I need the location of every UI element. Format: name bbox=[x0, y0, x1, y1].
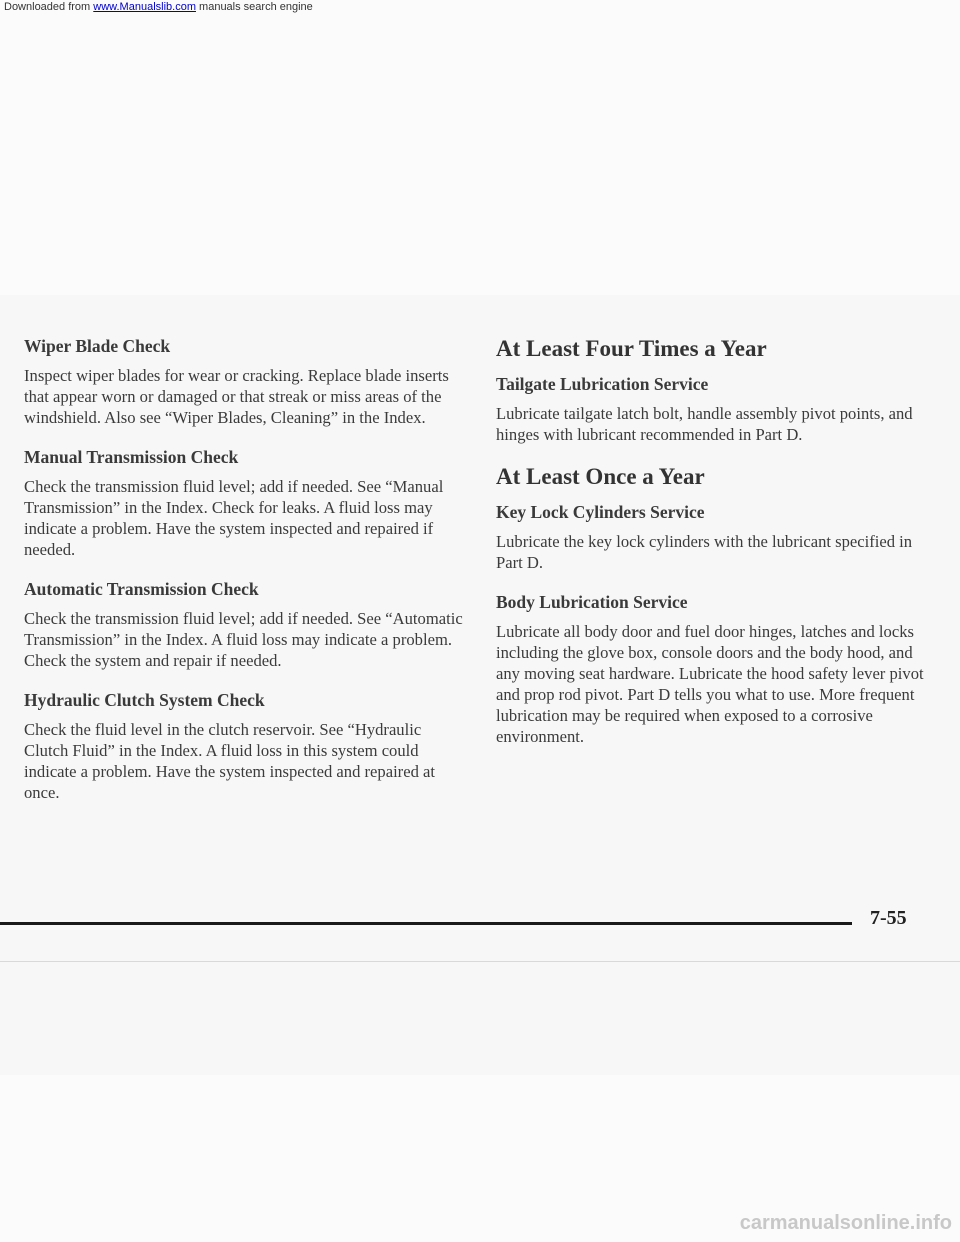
automatic-transmission-heading: Automatic Transmission Check bbox=[24, 579, 259, 599]
hydraulic-clutch-heading: Hydraulic Clutch System Check bbox=[24, 690, 265, 710]
left-column bbox=[24, 335, 464, 821]
once-a-year-section-title: At Least Once a Year bbox=[496, 464, 705, 489]
key-lock-text: Lubricate the key lock cylinders with the lubricant specified in Part D. bbox=[496, 532, 913, 572]
wiper-blade-text: Inspect wiper blades for wear or cracking. Replace blade inserts that appear worn or damaged or that streak or miss areas of the windshield. Also see “Wiper Blades, Cleaning” in the Index. bbox=[24, 366, 449, 427]
tailgate-text: Lubricate tailgate latch bolt, handle assembly pivot points, and hinges with lubricant recommended in Part D. bbox=[496, 404, 913, 444]
key-lock-heading: Key Lock Cylinders Service bbox=[496, 502, 705, 522]
right-column bbox=[496, 335, 936, 765]
source-strip bbox=[0, 0, 960, 14]
hydraulic-clutch-text: Check the fluid level in the clutch reservoir. See “Hydraulic Clutch Fluid” in the Index. A fluid loss in this system could indicate a problem. Have the system inspected and repaired at once. bbox=[24, 720, 435, 802]
body-lubrication-text: Lubricate all body door and fuel door hinges, latches and locks including the glove box, console doors and the body hood, and any moving seat hardware. Lubricate the hood safety lever pivot and prop rod pivot. Part D tells you what to use. More frequent lubrication may be required when exposed to a corrosive environment. bbox=[496, 622, 924, 746]
watermark: carmanualsonline.info bbox=[739, 1212, 952, 1234]
wiper-blade-heading: Wiper Blade Check bbox=[24, 336, 171, 356]
page-rule bbox=[0, 922, 852, 925]
source-suffix: manuals search engine bbox=[195, 1, 313, 13]
manual-transmission-heading: Manual Transmission Check bbox=[24, 447, 239, 467]
automatic-transmission-text: Check the transmission fluid level; add if needed. See “Automatic Transmission” in the Index. A fluid loss may indicate a problem. Check the system and repair if needed. bbox=[24, 609, 463, 670]
manualslib-link[interactable]: www.Manualslib.com bbox=[93, 1, 196, 13]
body-lubrication-heading: Body Lubrication Service bbox=[496, 592, 688, 612]
four-times-section-title: At Least Four Times a Year bbox=[496, 336, 767, 361]
manual-page bbox=[0, 295, 960, 1075]
scan-line bbox=[0, 961, 960, 962]
manual-transmission-text: Check the transmission fluid level; add if needed. See “Manual Transmission” in the Index. Check for leaks. A fluid loss may indicate a problem. Have the system inspected and repaired if needed. bbox=[24, 477, 444, 559]
page-number: 7-55 bbox=[870, 907, 907, 929]
tailgate-heading: Tailgate Lubrication Service bbox=[496, 374, 709, 394]
source-prefix: Downloaded from bbox=[4, 1, 94, 13]
